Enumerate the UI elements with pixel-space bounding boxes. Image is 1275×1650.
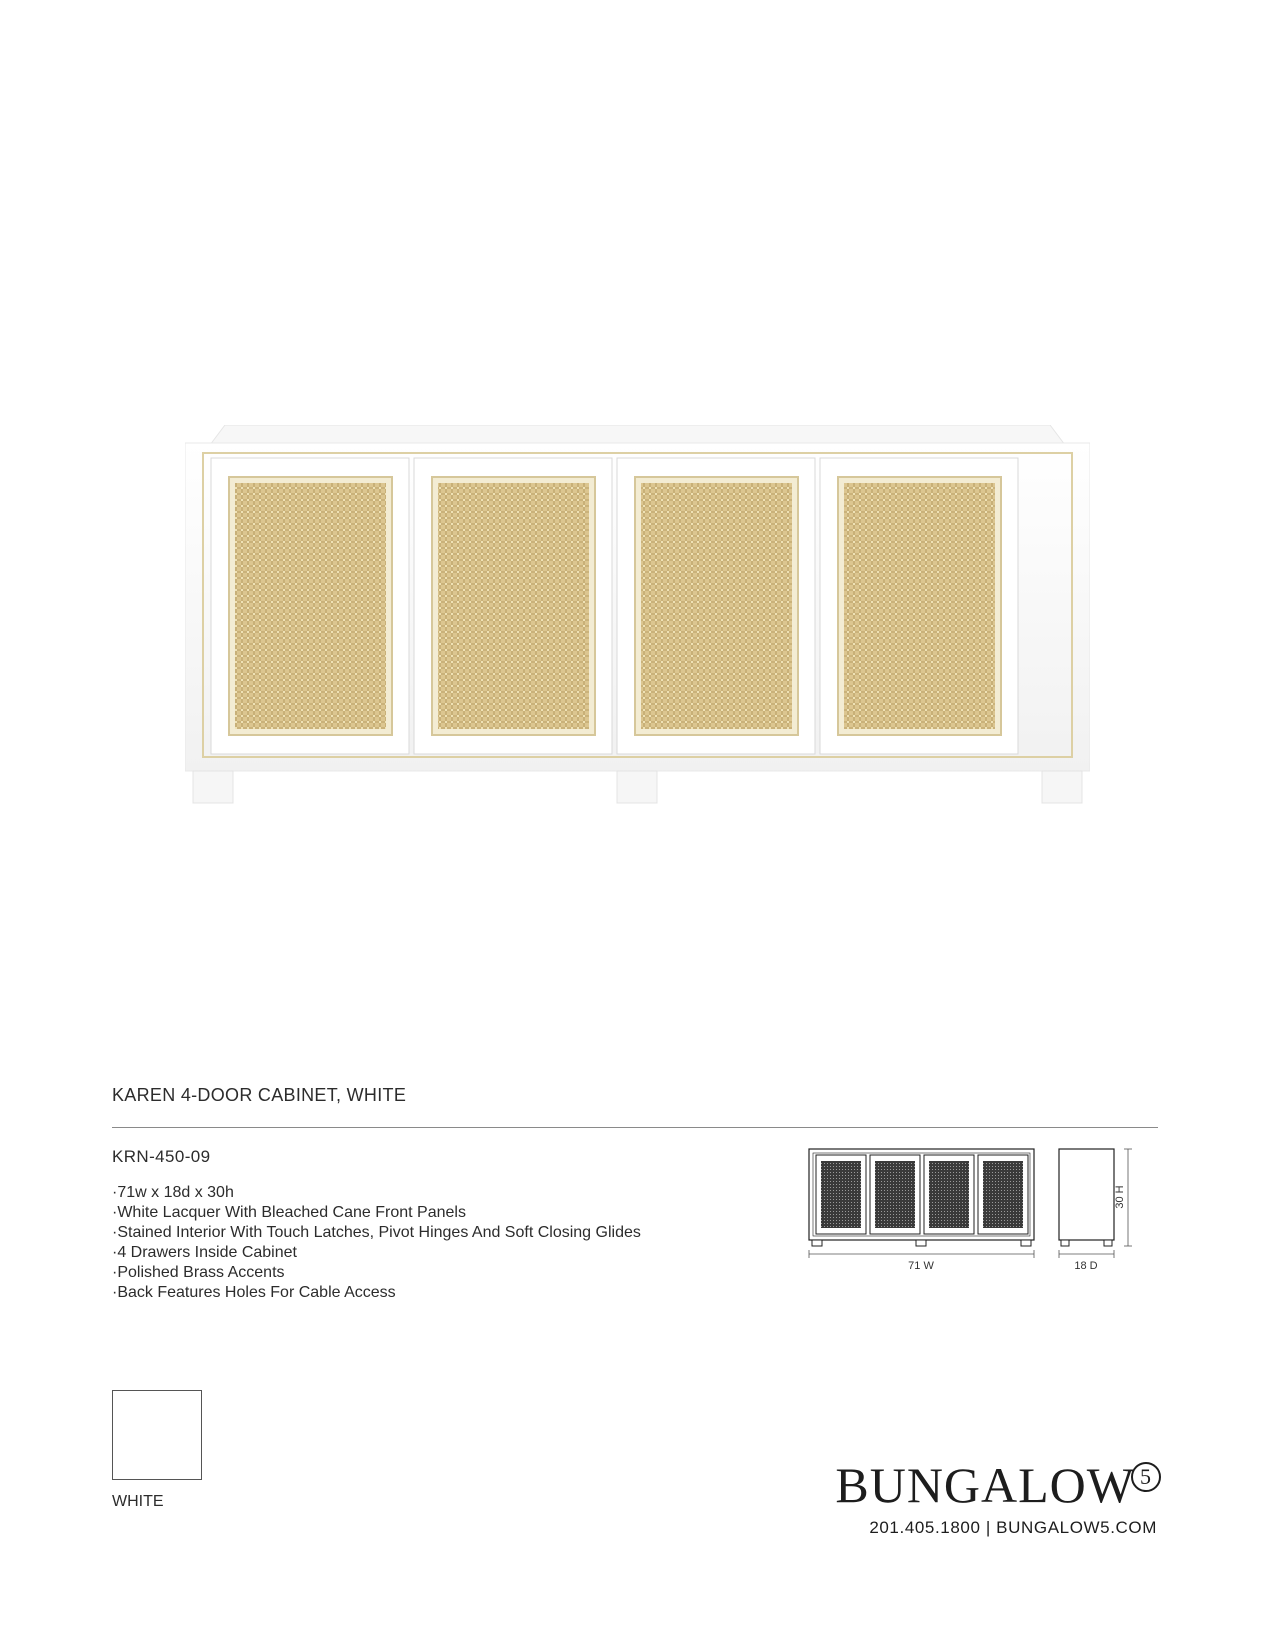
brand-logo [835, 1457, 1157, 1513]
feature-item: · Back Features Holes For Cable Access [112, 1283, 641, 1303]
feature-item: · Polished Brass Accents [112, 1263, 641, 1283]
feature-item: · 4 Drawers Inside Cabinet [112, 1243, 641, 1263]
width-label: 71 W [908, 1260, 934, 1272]
divider [112, 1127, 1158, 1128]
feature-list [112, 1183, 641, 1303]
height-label: 30 H [1114, 1185, 1126, 1209]
side-elevation [1059, 1149, 1114, 1240]
product-photo [185, 425, 1090, 815]
product-title: KAREN 4-DOOR CABINET, WHITE [112, 1085, 407, 1105]
dimension-diagram [808, 1147, 1158, 1282]
logo-number: 5 [1131, 1462, 1161, 1492]
logo-text: BUNGALOW [835, 1457, 1135, 1513]
feature-item: · White Lacquer With Bleached Cane Front Panels [112, 1203, 641, 1223]
depth-label: 18 D [1074, 1260, 1098, 1272]
product-sku: KRN-450-09 [112, 1147, 211, 1166]
feature-item: · 71w x 18d x 30h [112, 1183, 641, 1203]
finish-swatch [112, 1390, 202, 1480]
brand-contact: 201.405.1800 | BUNGALOW5.COM [869, 1518, 1157, 1537]
finish-label: WHITE [112, 1493, 164, 1510]
feature-item: · Stained Interior With Touch Latches, Pivot Hinges And Soft Closing Glides [112, 1223, 641, 1243]
